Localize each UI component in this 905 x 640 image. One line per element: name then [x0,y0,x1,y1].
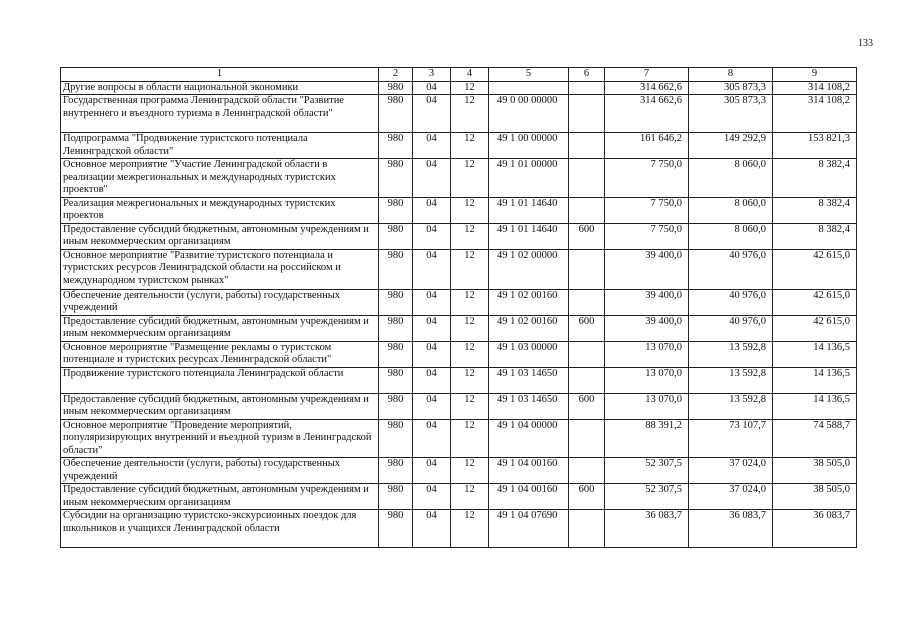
amount-year-3: 42 615,0 [773,289,857,315]
amount-year-1: 52 307,5 [605,484,689,510]
expense-type [569,341,605,367]
admin-code: 980 [379,197,413,223]
amount-year-1: 88 391,2 [605,419,689,458]
admin-code: 980 [379,484,413,510]
subsection-code: 12 [451,458,489,484]
row-description: Предоставление субсидий бюджетным, автономным учреждениям и иным некоммерческим организациям [61,223,379,249]
row-description: Подпрограмма "Продвижение туристского потенциала Ленинградской области" [61,133,379,159]
amount-year-3: 74 588,7 [773,419,857,458]
column-number-row [61,68,857,82]
amount-year-1: 36 083,7 [605,510,689,548]
amount-year-3: 153 821,3 [773,133,857,159]
page-number: 133 [858,38,873,49]
table-row [61,95,857,133]
amount-year-2: 36 083,7 [689,510,773,548]
amount-year-3: 14 136,5 [773,341,857,367]
amount-year-1: 7 750,0 [605,159,689,198]
amount-year-1: 13 070,0 [605,341,689,367]
row-description: Государственная программа Ленинградской области "Развитие внутреннего и въездного туризма в Ленинградской области" [61,95,379,133]
amount-year-1: 39 400,0 [605,315,689,341]
target-article: 49 1 00 00000 [489,133,569,159]
table-row [61,510,857,548]
admin-code: 980 [379,159,413,198]
admin-code: 980 [379,249,413,289]
target-article: 49 1 01 14640 [489,223,569,249]
row-description: Предоставление субсидий бюджетным, автономным учреждениям и иным некоммерческим организациям [61,484,379,510]
admin-code: 980 [379,419,413,458]
amount-year-1: 161 646,2 [605,133,689,159]
amount-year-2: 40 976,0 [689,315,773,341]
target-article: 49 1 03 14650 [489,367,569,393]
section-code: 04 [413,249,451,289]
amount-year-3: 14 136,5 [773,367,857,393]
row-description: Обеспечение деятельности (услуги, работы) государственных учреждений [61,289,379,315]
subsection-code: 12 [451,197,489,223]
table-row [61,341,857,367]
table-row [61,197,857,223]
amount-year-2: 37 024,0 [689,458,773,484]
admin-code: 980 [379,289,413,315]
target-article: 49 1 04 07690 [489,510,569,548]
row-description: Основное мероприятие "Проведение мероприятий, популяризирующих внутренний и въездной туризм в Ленинградской области" [61,419,379,458]
row-description: Реализация межрегиональных и международных туристских проектов [61,197,379,223]
row-description: Основное мероприятие "Развитие туристского потенциала и туристских ресурсов Ленинградской области на российском и международном туристском рынках" [61,249,379,289]
target-article: 49 1 04 00160 [489,484,569,510]
row-description: Основное мероприятие "Размещение рекламы о туристском потенциале и туристских ресурсах Ленинградской области" [61,341,379,367]
expense-type [569,510,605,548]
amount-year-2: 37 024,0 [689,484,773,510]
subsection-code: 12 [451,249,489,289]
amount-year-1: 314 662,6 [605,81,689,95]
section-code: 04 [413,393,451,419]
target-article: 49 1 02 00160 [489,315,569,341]
amount-year-2: 40 976,0 [689,249,773,289]
expense-type: 600 [569,484,605,510]
row-description: Предоставление субсидий бюджетным, автономным учреждениям и иным некоммерческим организациям [61,315,379,341]
admin-code: 980 [379,393,413,419]
subsection-code: 12 [451,419,489,458]
section-code: 04 [413,484,451,510]
expense-type [569,197,605,223]
section-code: 04 [413,458,451,484]
subsection-code: 12 [451,95,489,133]
col-header: 1 [61,68,379,82]
subsection-code: 12 [451,159,489,198]
expense-type [569,419,605,458]
target-article: 49 1 04 00000 [489,419,569,458]
table-row [61,458,857,484]
amount-year-3: 38 505,0 [773,484,857,510]
section-code: 04 [413,341,451,367]
expense-type [569,367,605,393]
section-code: 04 [413,367,451,393]
col-header: 8 [689,68,773,82]
amount-year-2: 8 060,0 [689,159,773,198]
table-row [61,484,857,510]
amount-year-3: 8 382,4 [773,223,857,249]
amount-year-2: 13 592,8 [689,393,773,419]
expense-type: 600 [569,315,605,341]
section-code: 04 [413,159,451,198]
admin-code: 980 [379,367,413,393]
admin-code: 980 [379,95,413,133]
amount-year-2: 8 060,0 [689,197,773,223]
target-article: 49 1 02 00000 [489,249,569,289]
amount-year-2: 8 060,0 [689,223,773,249]
col-header: 7 [605,68,689,82]
admin-code: 980 [379,133,413,159]
target-article: 49 0 00 00000 [489,95,569,133]
section-code: 04 [413,315,451,341]
amount-year-3: 42 615,0 [773,249,857,289]
expense-type [569,159,605,198]
amount-year-3: 42 615,0 [773,315,857,341]
amount-year-2: 13 592,8 [689,367,773,393]
table-row [61,223,857,249]
amount-year-1: 7 750,0 [605,197,689,223]
target-article: 49 1 04 00160 [489,458,569,484]
section-code: 04 [413,289,451,315]
section-code: 04 [413,81,451,95]
target-article: 49 1 01 14640 [489,197,569,223]
amount-year-1: 7 750,0 [605,223,689,249]
col-header: 5 [489,68,569,82]
amount-year-3: 8 382,4 [773,197,857,223]
admin-code: 980 [379,341,413,367]
expense-type: 600 [569,393,605,419]
amount-year-1: 39 400,0 [605,249,689,289]
amount-year-2: 13 592,8 [689,341,773,367]
row-description: Другие вопросы в области национальной экономики [61,81,379,95]
row-description: Обеспечение деятельности (услуги, работы) государственных учреждений [61,458,379,484]
table-row [61,315,857,341]
target-article: 49 1 01 00000 [489,159,569,198]
expense-type [569,458,605,484]
amount-year-1: 39 400,0 [605,289,689,315]
section-code: 04 [413,510,451,548]
amount-year-1: 13 070,0 [605,393,689,419]
table-row [61,133,857,159]
admin-code: 980 [379,458,413,484]
amount-year-2: 305 873,3 [689,95,773,133]
expense-type [569,95,605,133]
amount-year-3: 36 083,7 [773,510,857,548]
amount-year-2: 149 292,9 [689,133,773,159]
subsection-code: 12 [451,393,489,419]
table-body [61,68,857,548]
row-description: Продвижение туристского потенциала Ленинградской области [61,367,379,393]
amount-year-2: 73 107,7 [689,419,773,458]
budget-table [60,67,857,548]
section-code: 04 [413,419,451,458]
col-header: 9 [773,68,857,82]
expense-type [569,249,605,289]
table-row [61,249,857,289]
expense-type [569,289,605,315]
admin-code: 980 [379,510,413,548]
amount-year-2: 305 873,3 [689,81,773,95]
table-row [61,289,857,315]
subsection-code: 12 [451,510,489,548]
section-code: 04 [413,197,451,223]
amount-year-1: 52 307,5 [605,458,689,484]
col-header: 3 [413,68,451,82]
row-description: Основное мероприятие "Участие Ленинградской области в реализации межрегиональных и международных туристских проектов" [61,159,379,198]
expense-type [569,133,605,159]
target-article: 49 1 03 14650 [489,393,569,419]
section-code: 04 [413,95,451,133]
table-row [61,367,857,393]
subsection-code: 12 [451,484,489,510]
admin-code: 980 [379,81,413,95]
col-header: 2 [379,68,413,82]
expense-type [569,81,605,95]
subsection-code: 12 [451,367,489,393]
target-article: 49 1 03 00000 [489,341,569,367]
row-description: Субсидии на организацию туристско-экскурсионных поездок для школьников и учащихся Ленинградской области [61,510,379,548]
row-description: Предоставление субсидий бюджетным, автономным учреждениям и иным некоммерческим организациям [61,393,379,419]
table-row [61,81,857,95]
amount-year-3: 38 505,0 [773,458,857,484]
amount-year-3: 8 382,4 [773,159,857,198]
amount-year-3: 14 136,5 [773,393,857,419]
admin-code: 980 [379,223,413,249]
expense-type: 600 [569,223,605,249]
admin-code: 980 [379,315,413,341]
section-code: 04 [413,133,451,159]
subsection-code: 12 [451,133,489,159]
subsection-code: 12 [451,289,489,315]
amount-year-1: 314 662,6 [605,95,689,133]
subsection-code: 12 [451,315,489,341]
amount-year-3: 314 108,2 [773,81,857,95]
amount-year-3: 314 108,2 [773,95,857,133]
col-header: 4 [451,68,489,82]
section-code: 04 [413,223,451,249]
subsection-code: 12 [451,223,489,249]
amount-year-1: 13 070,0 [605,367,689,393]
subsection-code: 12 [451,341,489,367]
subsection-code: 12 [451,81,489,95]
table-row [61,419,857,458]
amount-year-2: 40 976,0 [689,289,773,315]
target-article: 49 1 02 00160 [489,289,569,315]
table-row [61,393,857,419]
col-header: 6 [569,68,605,82]
table-row [61,159,857,198]
target-article [489,81,569,95]
